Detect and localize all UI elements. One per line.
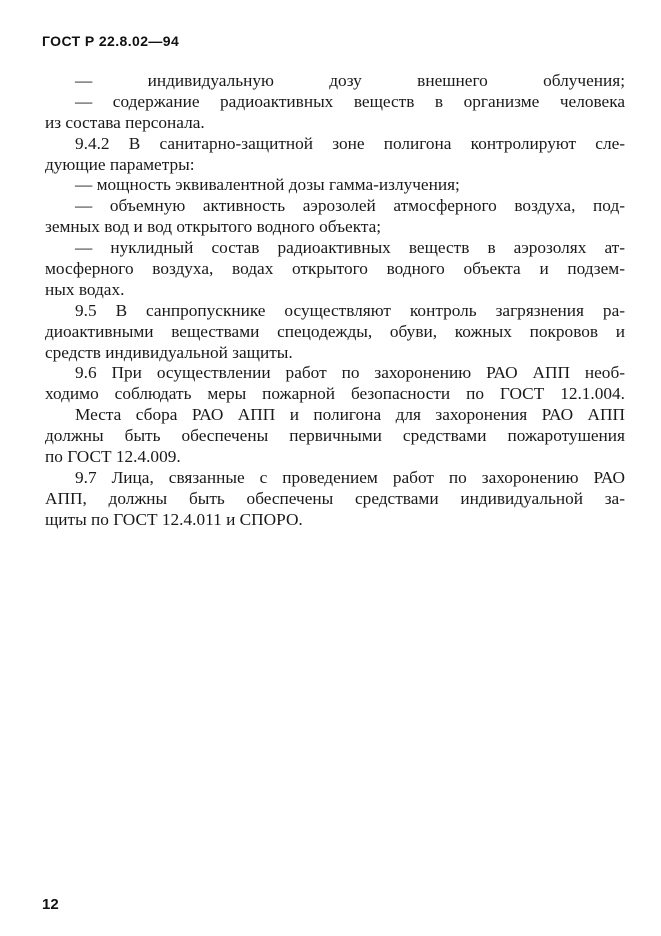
- text-line: — содержание радиоактивных веществ в организме человека: [75, 91, 625, 111]
- text-line: 9.5 В санпропускнике осуществляют контроль загрязнения ра-: [75, 300, 625, 320]
- text-line: из состава персонала.: [45, 112, 205, 132]
- page-number: 12: [42, 896, 59, 913]
- text-line: диоактивными веществами спецодежды, обуви, кожных покровов и: [45, 321, 625, 341]
- text-line: — индивидуальную дозу внешнего облучения;: [75, 71, 625, 90]
- text-line: средств индивидуальной защиты.: [45, 342, 293, 362]
- text-line: 9.6 При осуществлении работ по захоронению РАО АПП необ-: [75, 363, 625, 383]
- document-body: [45, 71, 625, 531]
- text-line: 9.7 Лица, связанные с проведением работ по захоронению РАО: [75, 467, 625, 487]
- page-header-standard-code: ГОСТ Р 22.8.02—94: [42, 33, 180, 49]
- text-line: АПП, должны быть обеспечены средствами индивидуальной за-: [45, 488, 625, 508]
- text-line: щиты по ГОСТ 12.4.011 и СПОРО.: [45, 509, 303, 529]
- text-line: ходимо соблюдать меры пожарной безопасности по ГОСТ 12.1.004.: [45, 384, 625, 404]
- text-line: — нуклидный состав радиоактивных веществ в аэрозолях ат-: [75, 238, 625, 258]
- text-line: земных вод и вод открытого водного объекта;: [45, 217, 382, 237]
- text-line: должны быть обеспечены первичными средствами пожаротушения: [45, 426, 625, 446]
- text-line: — объемную активность аэрозолей атмосферного воздуха, под-: [75, 196, 625, 216]
- text-line: Места сбора РАО АПП и полигона для захоронения РАО АПП: [75, 405, 625, 425]
- text-line: дующие параметры:: [45, 154, 195, 174]
- text-line: ных водах.: [45, 279, 125, 299]
- text-line: мосферного воздуха, водах открытого водного объекта и подзем-: [45, 259, 625, 279]
- text-line: — мощность эквивалентной дозы гамма-излучения;: [75, 175, 460, 195]
- text-line: 9.4.2 В санитарно-защитной зоне полигона контролируют сле-: [75, 133, 625, 153]
- text-line: по ГОСТ 12.4.009.: [45, 447, 181, 467]
